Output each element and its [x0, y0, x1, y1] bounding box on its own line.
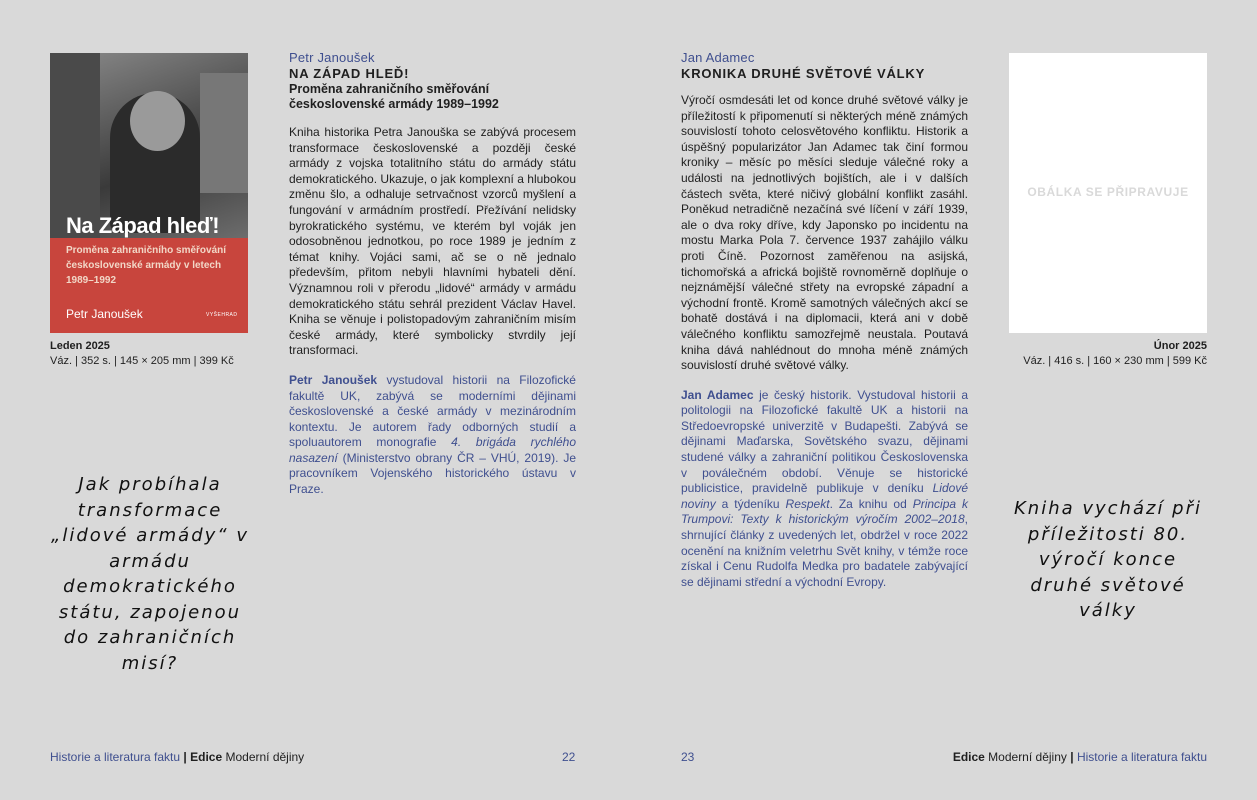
footer-left	[50, 750, 304, 764]
book-cover-placeholder	[1009, 53, 1207, 333]
book-entry-left	[289, 50, 576, 498]
book-specs: Váz. | 416 s. | 160 × 230 mm | 599 Kč	[1023, 355, 1207, 367]
footer-edition-label: Edice	[190, 750, 223, 764]
bio-text: , shrnující články z uvedených let, obdržel v roce 2022 ocenění na knižním veletrhu Svět knihy, v témže roce získal i Cenu Rudolfa Medka pro badatele zabývající se dějinami střední a východní Evropy.	[681, 512, 968, 589]
bio-text: . Za knihu od	[829, 496, 913, 511]
footer-category: Historie a literatura faktu	[50, 750, 181, 764]
bio-newspaper: Lidové noviny	[681, 481, 968, 511]
footer-edition-label: Edice	[952, 750, 985, 764]
book-title: KRONIKA DRUHÉ SVĚTOVÉ VÁLKY	[681, 66, 926, 81]
release-date: Leden 2025	[50, 340, 110, 352]
cover-publisher-logo: VYŠEHRAD	[206, 312, 238, 318]
book-cover-na-zapad-hled	[50, 53, 248, 333]
book-meta-left	[50, 339, 250, 369]
book-description: Kniha historika Petra Janouška se zabývá procesem transformace československé a později české armády z vojska totalitního státu do armády státu demokratického. Ukazuje, o jak komplexní a hlubokou změnu šlo, a odhaluje setrvačnost vzorců myšlení a fungování v armádním prostředí. Přežívání nelidsky byrokratického systému, ve kterém byl voják jen odosobněnou jednotkou, po roce 1989 je jedním z témat knihy. Vojáci sami, ač se o ně jednalo především, přitom nebyli hlavními hybateli dění. Významnou roli v přerodu „lidové“ armády v armádu demokratického státu sehrál prezident Václav Havel. Kniha se věnuje i polistopadovým zahraničním misím české armády, které symbolicky stvrdily její transformaci.	[289, 125, 576, 358]
footer-right	[953, 750, 1207, 764]
book-author: Jan Adamec	[681, 50, 755, 65]
bio-text: je český historik. Vystudoval historii a politologii na Filozofické fakultě UK a historii na Středoevropské univerzitě v Budapešti. Zabývá se dějinami Maďarska, Sovětského svazu, dějinami studené války a zahraniční politikou Československa v poválečném období. Věnuje se historické publicistice, pravidelně publikuje v deníku	[681, 387, 968, 496]
bio-author-name: Petr Janoušek	[289, 372, 378, 387]
footer-category: Historie a literatura faktu	[1076, 750, 1207, 764]
author-bio	[681, 388, 968, 591]
book-title: NA ZÁPAD HLEĎ!	[289, 66, 410, 81]
book-author: Petr Janoušek	[289, 50, 375, 65]
pull-quote-right: Kniha vychází při příležitosti 80. výročí konce druhé světové války	[1013, 498, 1202, 621]
release-date: Únor 2025	[1153, 340, 1207, 352]
book-meta-right	[1007, 339, 1207, 369]
footer-separator: |	[183, 750, 187, 764]
book-description: Výročí osmdesáti let od konce druhé světové války je příležitostí k připomenutí si některých méně známých souvislostí tohoto celosvětového konfliktu. Historik a úspěšný popularizátor Jan Adamec tak činí formou kroniky – měsíc po měsíci sleduje válečné roky a události na jednotlivých bojištích, ale i v dalších částech světa, které ničivý globální konflikt zasáhl. Poněkud netradičně nezačíná své líčení v září 1939, ale o dva roky dříve, kdy Japonsko po incidentu na mostu Marka Pola 7. července 1937 zahájilo válku proti Číně. Pozornost zaměřenou na asijská, tichomořská a africká bojiště rovnoměrně doplňuje o nejznámější válečné střety na evropské západní a východní frontě. Kromě samotných válečných akcí se bohatě dostává i na diplomacii, která ani v době válečného konfliktu samozřejmě neustala. Poutavá kniha dává nahlédnout do mnoha méně známých souvislostí druhé světové války.	[681, 93, 968, 373]
cover-title: Na Západ hleď!	[66, 213, 220, 238]
cover-author: Petr Janoušek	[66, 307, 143, 321]
cover-photo	[50, 53, 248, 238]
bio-book-title: 4. brigáda rychlého nasazení	[289, 435, 576, 465]
bio-text: (Ministerstvo obrany ČR – VHÚ, 2019). Je pracovníkem Vojenského historického ústavu v Praze.	[289, 450, 576, 497]
author-bio	[289, 373, 576, 498]
book-entry-right	[681, 50, 968, 590]
page-number-right: 23	[681, 750, 695, 764]
bio-book-title: Principa k Trumpovi: Texty k historickým výročím 2002–2018	[681, 496, 968, 527]
page-number-left: 22	[562, 750, 576, 764]
pull-quote-left: Jak probíhala transformace „lidové armády“ v armádu demokratického státu, zapojenou do zahraničních misí?	[51, 474, 249, 674]
footer-edition-name: Moderní dějiny	[988, 750, 1067, 764]
cover-subtitle: Proměna zahraničního směřování československé armády v letech 1989–1992	[66, 245, 227, 286]
bio-text: a týdeníku	[715, 496, 786, 511]
book-subtitle-line2: československé armády 1989–1992	[289, 97, 499, 111]
footer-separator: |	[1070, 750, 1074, 764]
bio-author-name: Jan Adamec	[681, 387, 754, 402]
cover-placeholder-text: OBÁLKA SE PŘIPRAVUJE	[1027, 185, 1189, 199]
bio-magazine: Respekt	[785, 496, 830, 511]
bio-text: vystudoval historii na Filozofické fakultě UK, zabývá se moderními dějinami československé a české armády v mezinárodním kontextu. Je autorem řady odborných studií a spoluautorem monografie	[289, 372, 576, 450]
book-specs: Váz. | 352 s. | 145 × 205 mm | 399 Kč	[50, 355, 234, 367]
book-subtitle-line1: Proměna zahraničního směřování	[289, 82, 490, 96]
footer-edition-name: Moderní dějiny	[225, 750, 305, 764]
